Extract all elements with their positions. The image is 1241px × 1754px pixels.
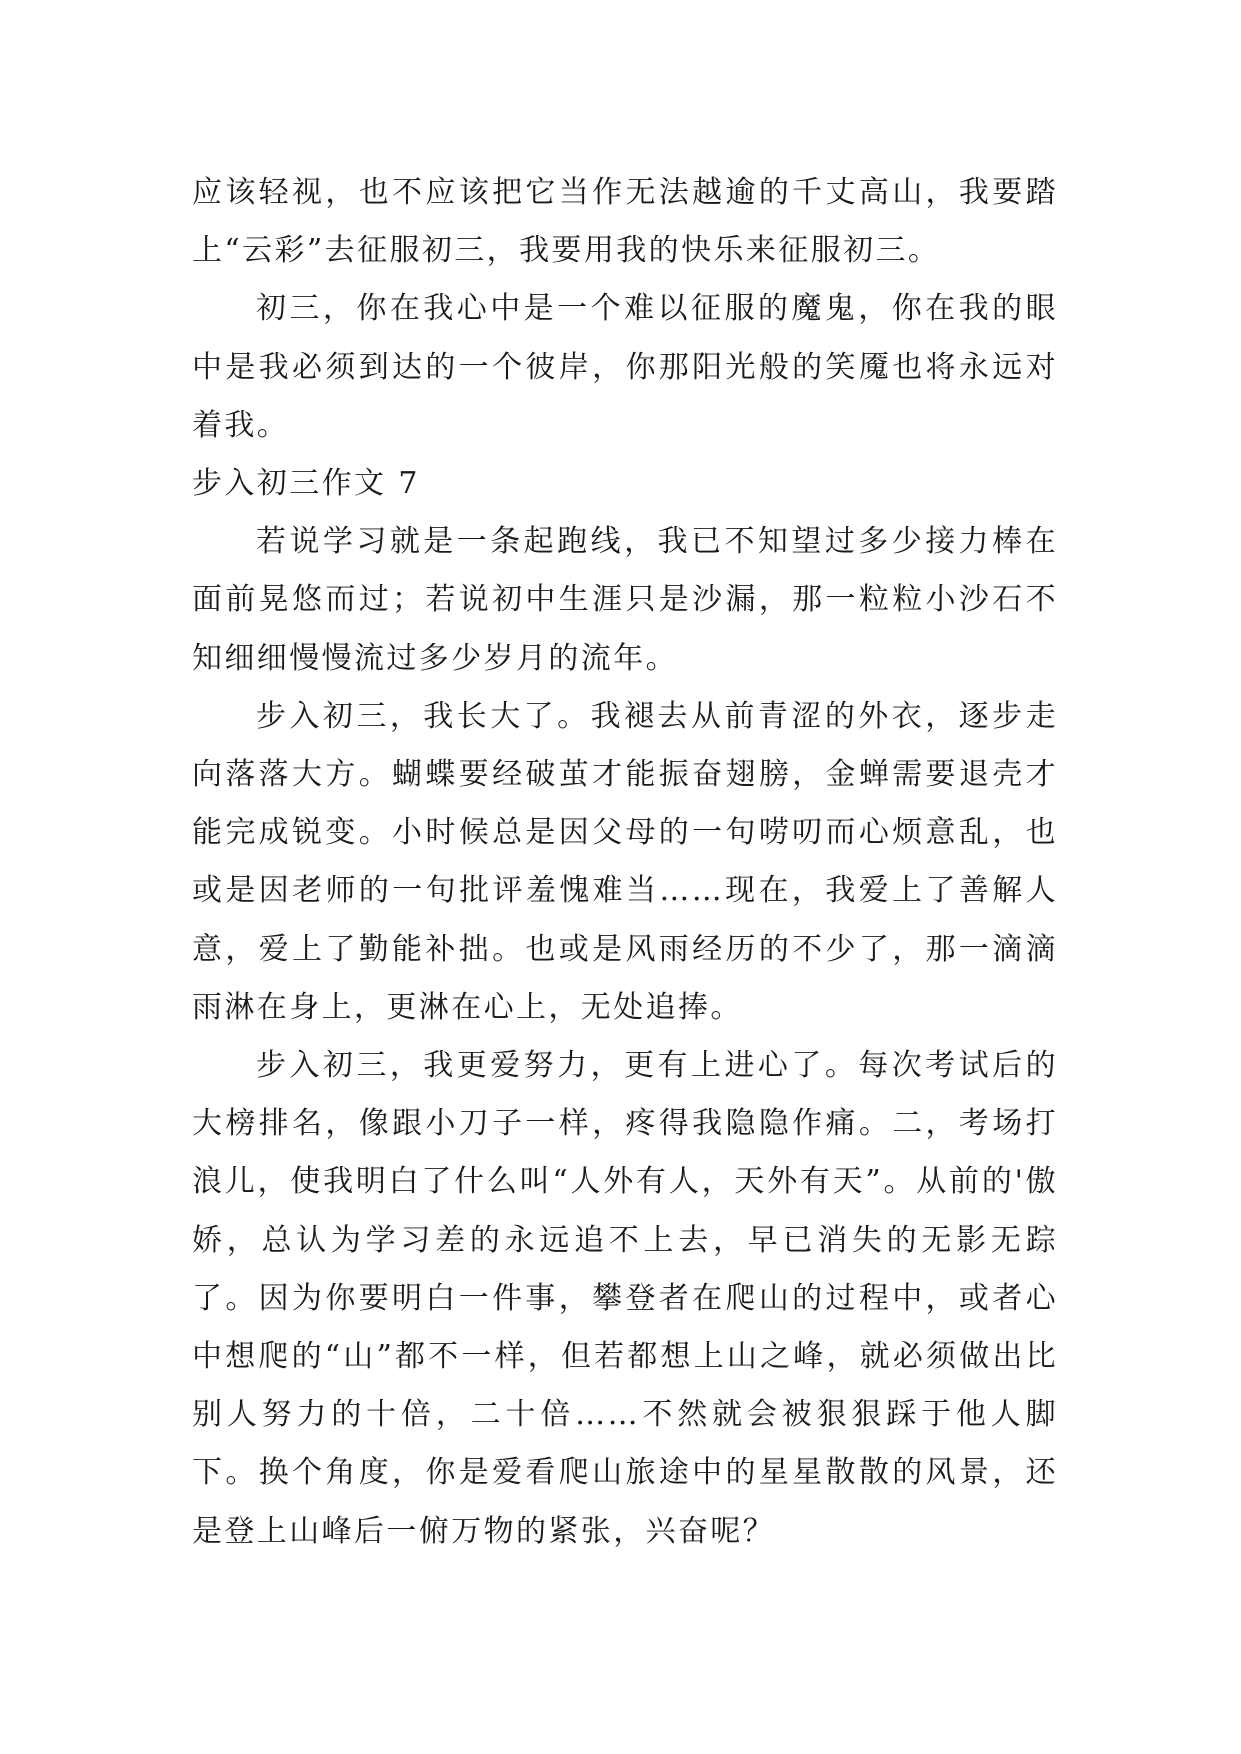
paragraph: 若说学习就是一条起跑线，我已不知望过多少接力棒在面前晃悠而过；若说初中生涯只是沙漏，那一粒粒小沙石不知细细慢慢流过多少岁月的流年。	[192, 524, 1058, 676]
document-body	[192, 164, 1058, 1561]
paragraph: 初三，你在我心中是一个难以征服的魔鬼，你在我的眼中是我必须到达的一个彼岸，你那阳光般的笑魇也将永远对着我。	[192, 291, 1058, 443]
paragraph-continuation: 应该轻视，也不应该把它当作无法越逾的千丈高山，我要踏上“云彩”去征服初三，我要用我的快乐来征服初三。	[192, 175, 1058, 269]
paragraph: 步入初三，我更爱努力，更有上进心了。每次考试后的大榜排名，像跟小刀子一样，疼得我隐隐作痛。二，考场打浪儿，使我明白了什么叫“人外有人，天外有天”。从前的'傲娇，总认为学习差的永远追不上去，早已消失的无影无踪了。因为你要明白一件事，攀登者在爬山的过程中，或者心中想爬的“山”都不一样，但若都想上山之峰，就必须做出比别人努力的十倍，二十倍……不然就会被狠狠踩于他人脚下。换个角度，你是爱看爬山旅途中的星星散散的风景，还是登上山峰后一俯万物的紧张，兴奋呢？	[192, 1048, 1058, 1549]
section-heading: 步入初三作文 7	[192, 466, 420, 502]
paragraph: 步入初三，我长大了。我褪去从前青涩的外衣，逐步走向落落大方。蝴蝶要经破茧才能振奋翅膀，金蝉需要退壳才能完成锐变。小时候总是因父母的一句唠叨而心烦意乱，也或是因老师的一句批评羞愧难当……现在，我爱上了善解人意，爱上了勤能补拙。也或是风雨经历的不少了，那一滴滴雨淋在身上，更淋在心上，无处追捧。	[192, 698, 1058, 1025]
